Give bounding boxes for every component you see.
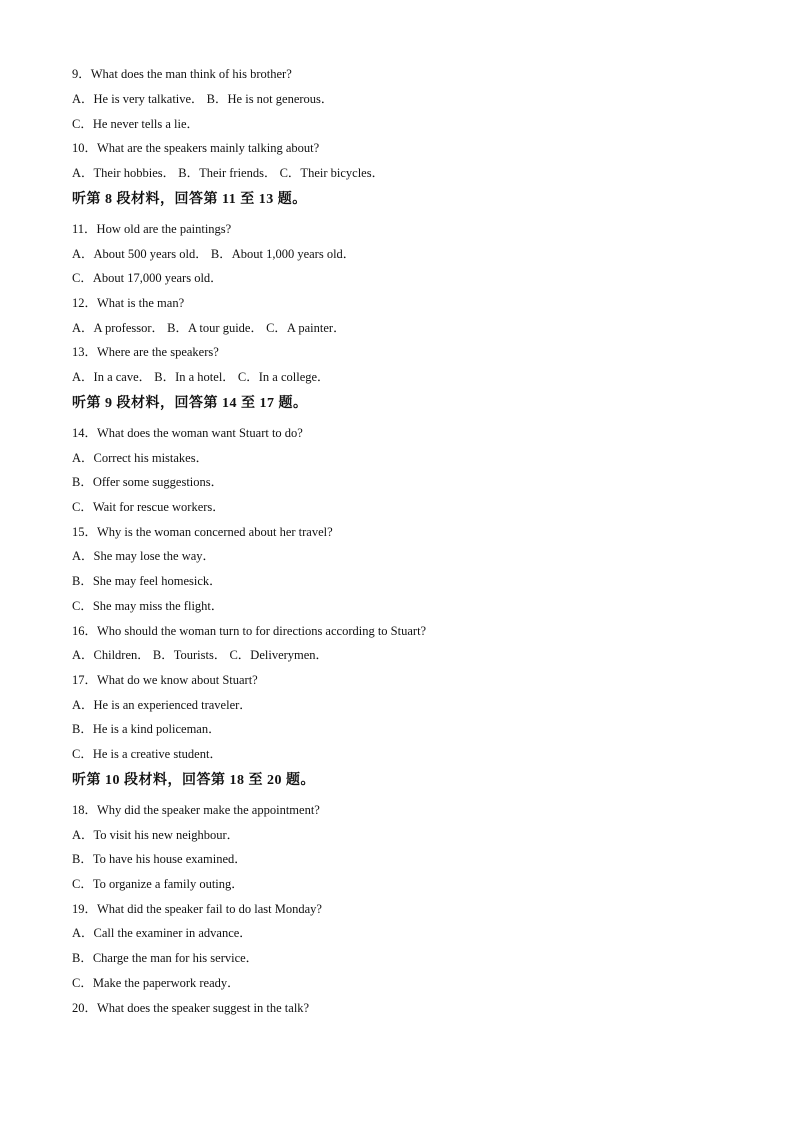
option-18-a: A．To visit his new neighbour． bbox=[72, 828, 240, 842]
question-16: 16．Who should the woman turn to for directions according to Stuart? bbox=[72, 624, 427, 638]
option-17-c: C．He is a creative student． bbox=[72, 747, 222, 761]
options-10: A．Their hobbies． B．Their friends． C．Their bicycles． bbox=[72, 166, 385, 180]
option-19-b: B．Charge the man for his service． bbox=[72, 951, 259, 965]
options-13: A．In a cave． B．In a hotel． C．In a college． bbox=[72, 370, 330, 384]
option-15-b: B．She may feel homesick． bbox=[72, 574, 222, 588]
question-20: 20．What does the speaker suggest in the talk? bbox=[72, 1001, 310, 1015]
question-11: 11．How old are the paintings? bbox=[72, 222, 232, 236]
option-17-b: B．He is a kind policeman． bbox=[72, 722, 221, 736]
option-17-a: A．He is an experienced traveler． bbox=[72, 698, 252, 712]
question-15: 15．Why is the woman concerned about her travel? bbox=[72, 525, 333, 539]
option-19-a: A．Call the examiner in advance． bbox=[72, 926, 252, 940]
question-18: 18．Why did the speaker make the appointment? bbox=[72, 803, 320, 817]
question-10: 10．What are the speakers mainly talking about? bbox=[72, 141, 320, 155]
section-heading-9: 听第 9 段材料，回答第 14 至 17 题。 bbox=[72, 396, 308, 411]
option-9-c: C．He never tells a lie． bbox=[72, 117, 200, 131]
option-19-c: C．Make the paperwork ready． bbox=[72, 976, 240, 990]
question-9: 9．What does the man think of his brother? bbox=[72, 67, 292, 81]
question-17: 17．What do we know about Stuart? bbox=[72, 673, 258, 687]
section-heading-10: 听第 10 段材料，回答第 18 至 20 题。 bbox=[72, 773, 315, 788]
question-19: 19．What did the speaker fail to do last Monday? bbox=[72, 902, 322, 916]
question-14: 14．What does the woman want Stuart to do? bbox=[72, 426, 303, 440]
question-12: 12．What is the man? bbox=[72, 296, 185, 310]
option-11-c: C．About 17,000 years old． bbox=[72, 271, 223, 285]
option-14-c: C．Wait for rescue workers． bbox=[72, 500, 225, 514]
options-9-ab: A．He is very talkative． B．He is not generous． bbox=[72, 92, 334, 106]
option-14-a: A．Correct his mistakes． bbox=[72, 451, 209, 465]
options-16: A．Children． B．Tourists． C．Deliverymen． bbox=[72, 648, 329, 662]
option-14-b: B．Offer some suggestions． bbox=[72, 475, 224, 489]
option-18-c: C．To organize a family outing． bbox=[72, 877, 244, 891]
section-heading-8: 听第 8 段材料，回答第 11 至 13 题。 bbox=[72, 192, 307, 207]
option-15-c: C．She may miss the flight． bbox=[72, 599, 224, 613]
option-18-b: B．To have his house examined． bbox=[72, 852, 247, 866]
option-15-a: A．She may lose the way． bbox=[72, 549, 216, 563]
options-11-ab: A．About 500 years old． B．About 1,000 years old． bbox=[72, 247, 356, 261]
options-12: A．A professor． B．A tour guide． C．A painter． bbox=[72, 321, 346, 335]
question-13: 13．Where are the speakers? bbox=[72, 345, 219, 359]
